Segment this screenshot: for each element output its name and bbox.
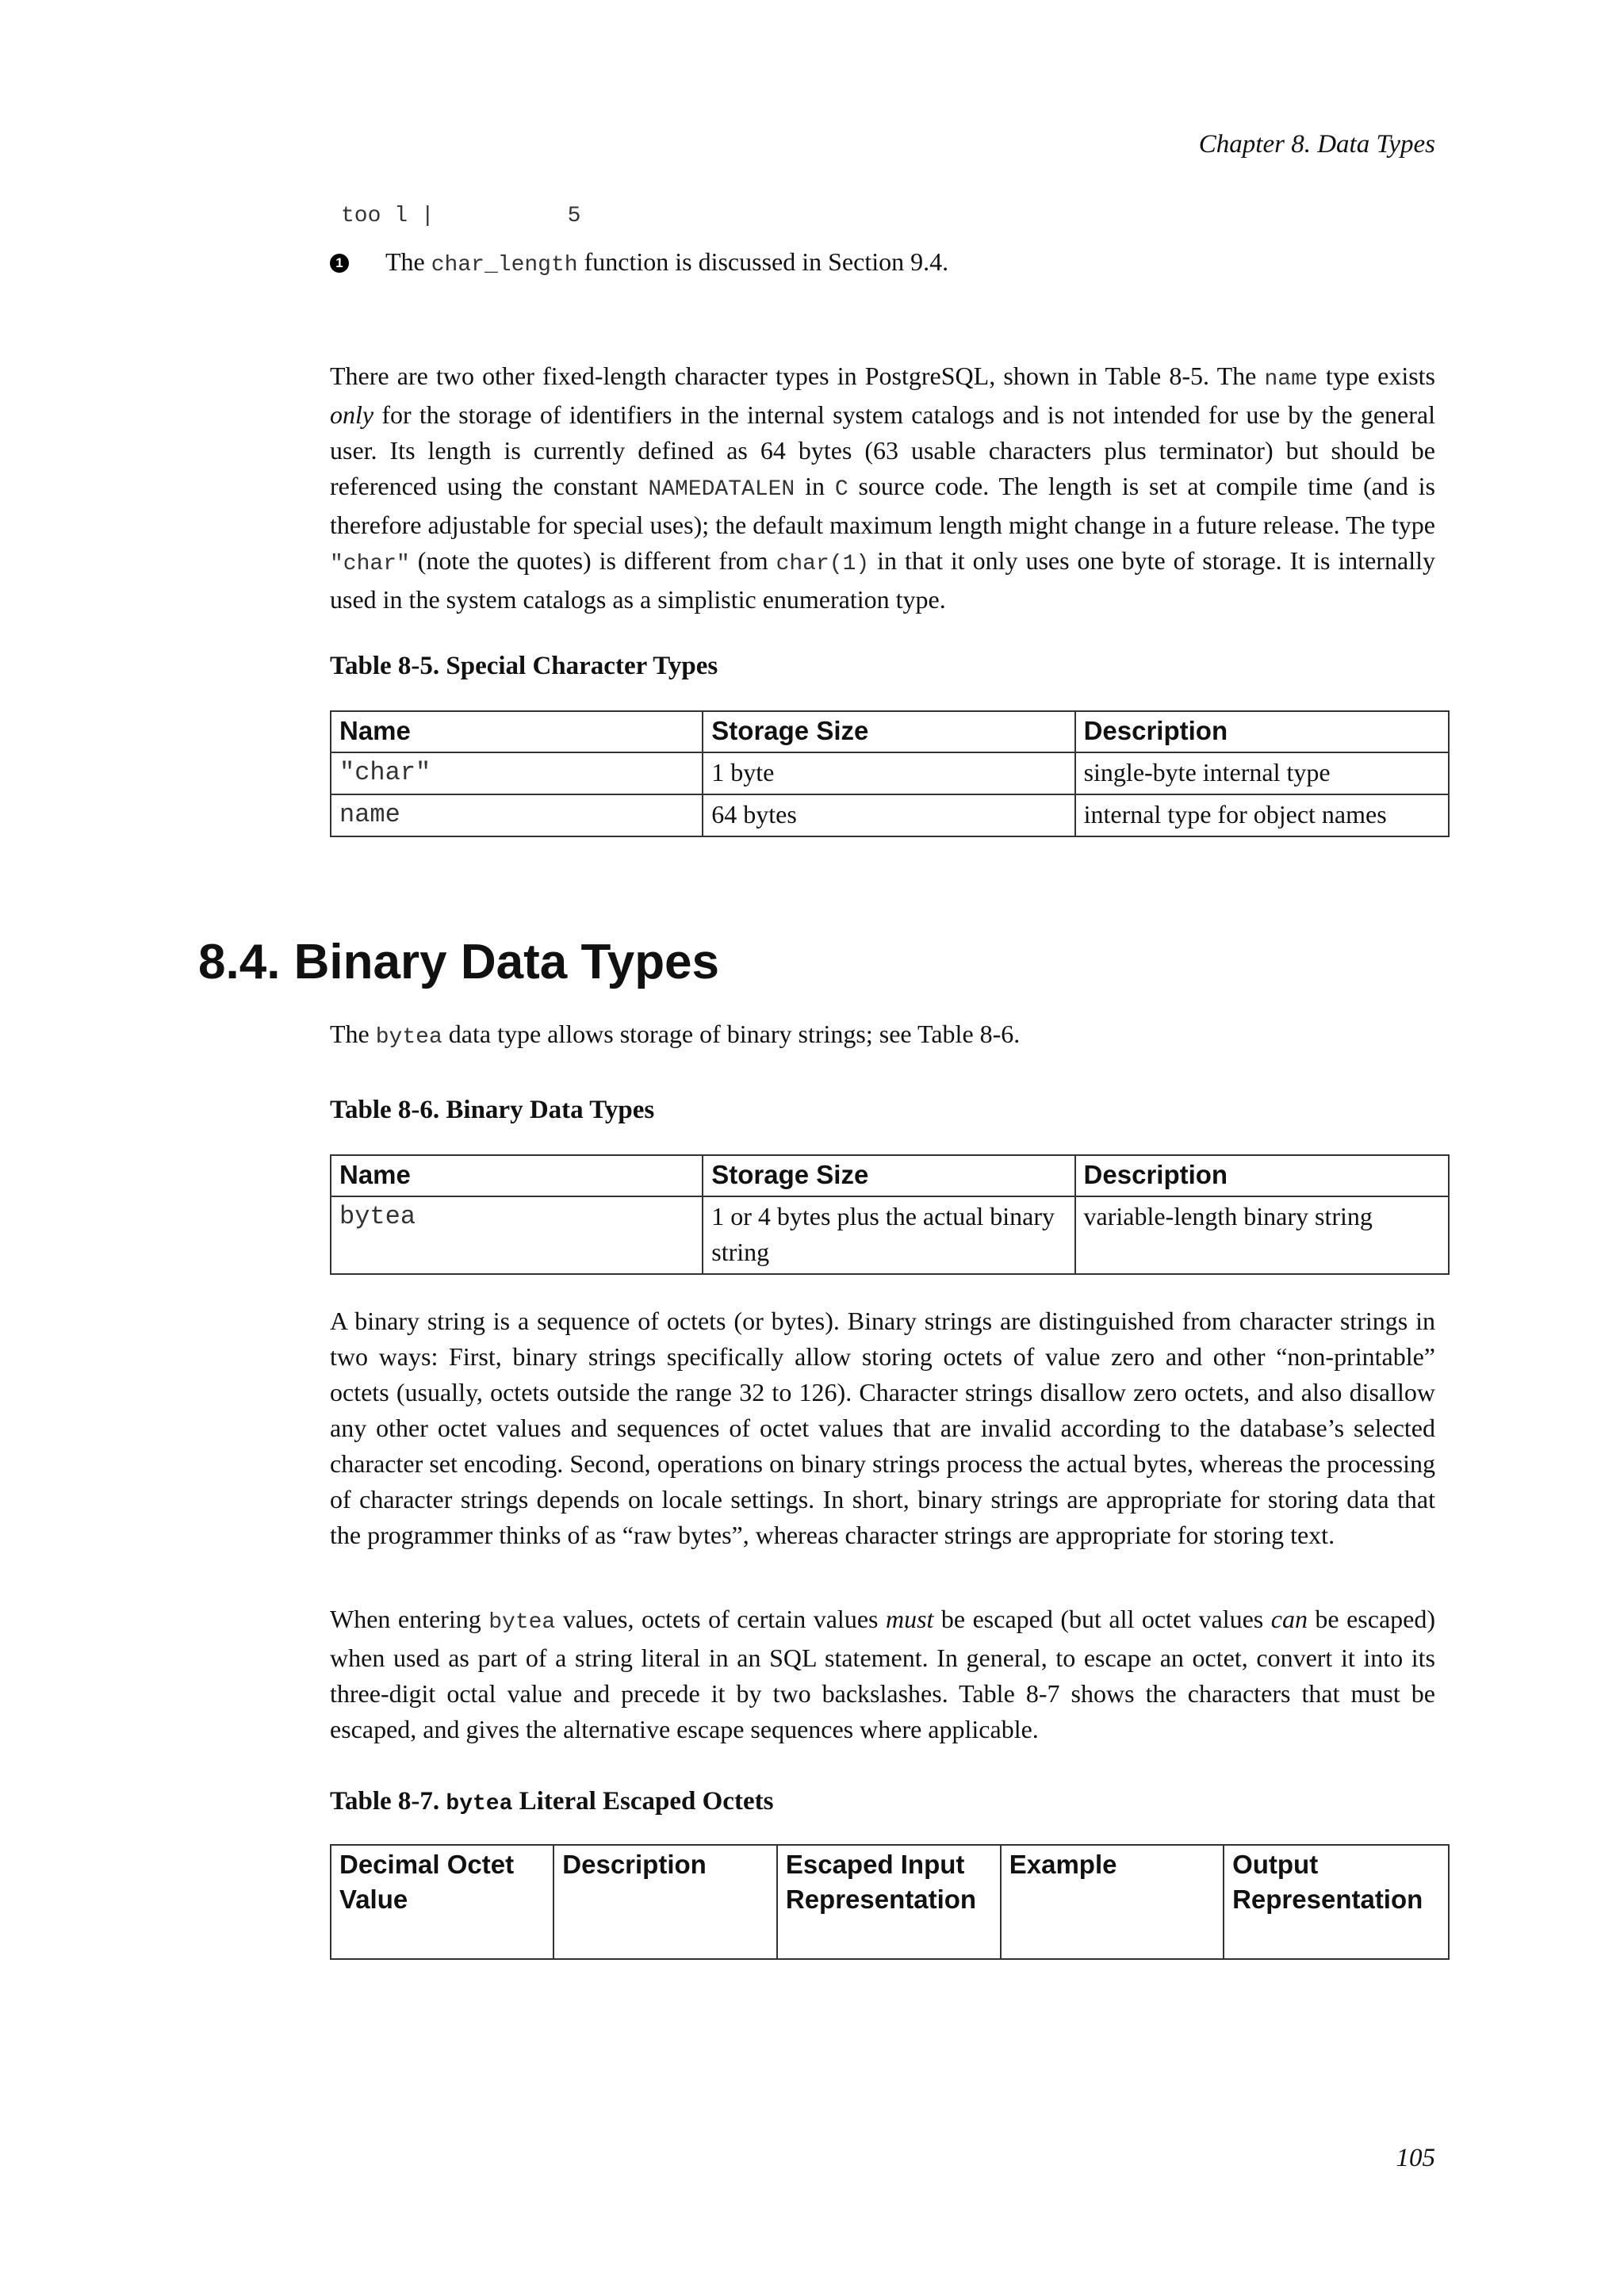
section-heading: 8.4. Binary Data Types xyxy=(198,935,720,989)
table-8-5-caption: Table 8-5. Special Character Types xyxy=(330,652,718,680)
table-header-cell: Escaped Input Representation xyxy=(777,1845,1001,1959)
table-header-cell: Description xyxy=(1075,711,1449,752)
callout-note xyxy=(330,244,1440,283)
table-cell: name xyxy=(331,794,703,836)
table-cell: "char" xyxy=(331,752,703,794)
table-header-cell: Name xyxy=(331,1155,703,1196)
table-header-cell: Output Representation xyxy=(1224,1845,1449,1959)
running-header: Chapter 8. Data Types xyxy=(1198,130,1435,159)
table-cell: 64 bytes xyxy=(703,794,1074,836)
page-number: 105 xyxy=(1396,2144,1435,2172)
code-output-line: too l | 5 xyxy=(341,204,581,228)
table-8-5 xyxy=(330,710,1450,837)
table-header-cell: Storage Size xyxy=(703,1155,1074,1196)
table-header-cell: Description xyxy=(1075,1155,1449,1196)
table-row xyxy=(331,794,1449,836)
paragraph-bytea-intro: The bytea data type allows storage of binary strings; see Table 8-6. xyxy=(330,1020,1021,1050)
table-header-cell: Description xyxy=(553,1845,777,1959)
table-cell: bytea xyxy=(331,1196,703,1274)
table-cell: internal type for object names xyxy=(1075,794,1449,836)
table-header-cell: Storage Size xyxy=(703,711,1074,752)
table-8-6-caption: Table 8-6. Binary Data Types xyxy=(330,1096,655,1124)
table-8-7 xyxy=(330,1844,1450,1960)
callout-text: The char_length function is discussed in Section 9.4. xyxy=(385,247,949,277)
table-cell: 1 byte xyxy=(703,752,1074,794)
table-cell: single-byte internal type xyxy=(1075,752,1449,794)
table-header-cell: Decimal Octet Value xyxy=(331,1845,553,1959)
table-cell: variable-length binary string xyxy=(1075,1196,1449,1274)
table-header-cell: Name xyxy=(331,711,703,752)
table-cell: 1 or 4 bytes plus the actual binary string xyxy=(703,1196,1074,1274)
paragraph-special-types: There are two other fixed-length character types in PostgreSQL, shown in Table 8-5. The name type exists only for the storage of identifiers in the internal system catalogs and is not intended for use by the general user. Its length is currently defined as 64 bytes (63 usable characters plus terminator) but should be referenced using the constant NAMEDATALEN in C source code. The length is set at compile time (and is therefore adjustable for special uses); the default maximum length might change in a future release. The type "char" (note the quotes) is different from char(1) in that it only uses one byte of storage. It is internally used in the system catalogs as a simplistic enumeration type. xyxy=(330,362,1436,614)
paragraph-binary-strings: A binary string is a sequence of octets (or bytes). Binary strings are distinguished from character strings in two ways: First, binary strings specifically allow storing octets of value zero and other “non-printable” octets (usually, octets outside the range 32 to 126). Character strings disallow zero octets, and also disallow any other octet values and sequences of octet values that are invalid according to the database’s selected character set encoding. Second, operations on binary strings process the actual bytes, whereas the processing of character strings depends on locale settings. In short, binary strings are appropriate for storing data that the programmer thinks of as “raw bytes”, whereas character strings are appropriate for storing text. xyxy=(330,1307,1435,1549)
paragraph-escaping: When entering bytea values, octets of certain values must be escaped (but all octet values can be escaped) when used as part of a string literal in an SQL statement. In general, to escape an octet, convert it into its three-digit octal value and precede it by two backslashes. Table 8-7 shows the characters that must be escaped, and gives the alternative escape sequences where applicable. xyxy=(330,1605,1436,1743)
table-row xyxy=(331,752,1449,794)
callout-number-icon: 1 xyxy=(330,254,349,273)
table-8-6 xyxy=(330,1154,1450,1275)
table-8-7-caption: Table 8-7. bytea Literal Escaped Octets xyxy=(330,1787,774,1816)
table-header-cell: Example xyxy=(1001,1845,1224,1959)
table-row xyxy=(331,1196,1449,1274)
